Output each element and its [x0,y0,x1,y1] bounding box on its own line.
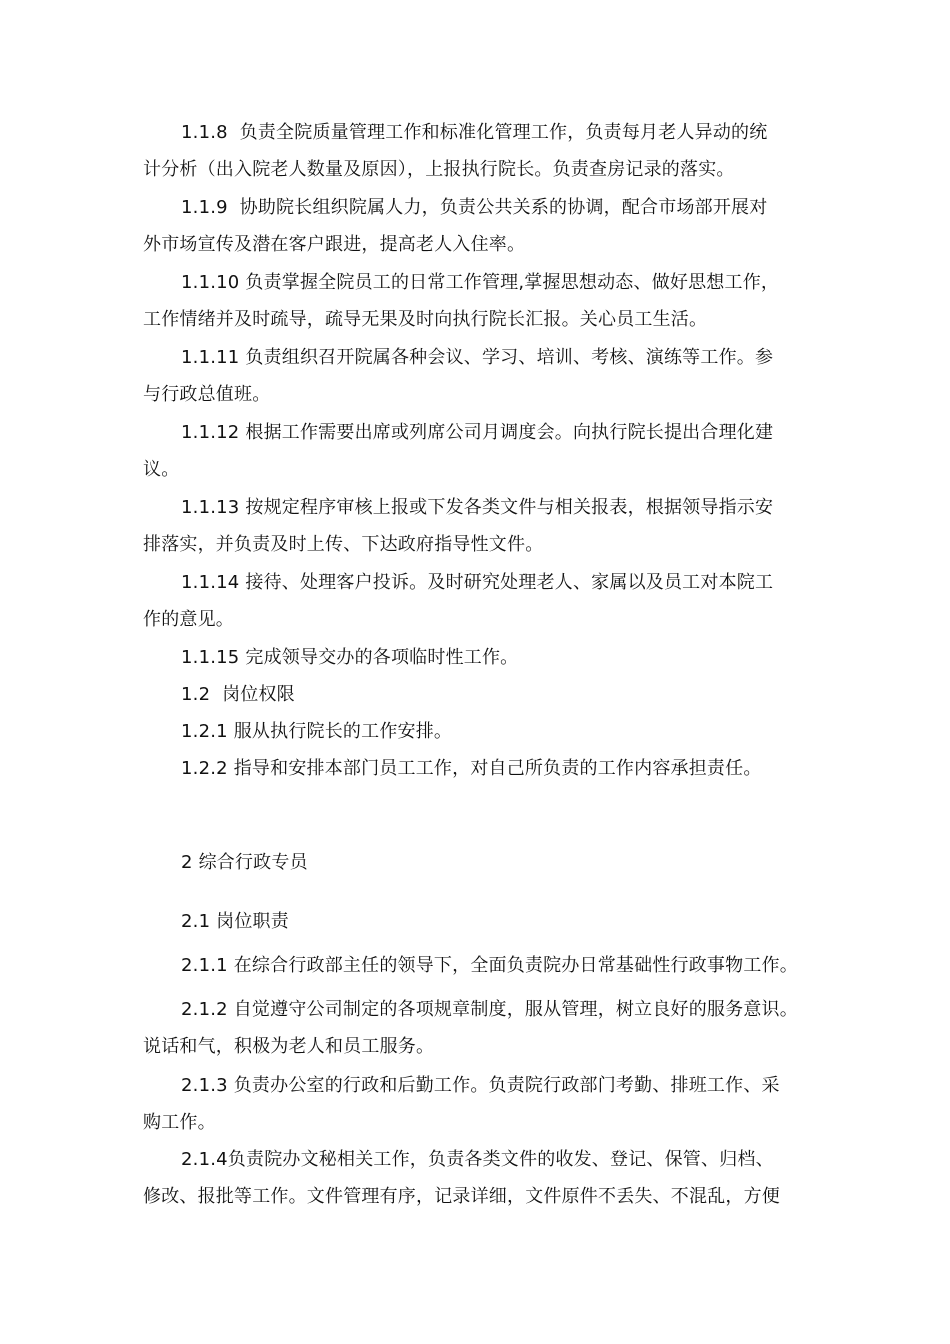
paragraph-2-1-3 [143,1067,823,1141]
paragraph-1-1-15 [143,639,823,676]
paragraph-line: 议。 [143,459,180,480]
paragraph-line: 1.1.8 负责全院质量管理工作和标准化管理工作，负责每月老人异动的统 [181,122,768,143]
paragraph-2-1-4 [143,1141,823,1215]
paragraph-1-1-12 [143,414,823,488]
paragraph-2-1-1 [143,947,823,984]
paragraph-1-1-13 [143,489,823,563]
paragraph-line: 排落实，并负责及时上传、下达政府指导性文件。 [143,534,544,555]
paragraph-line: 2.1.1 在综合行政部主任的领导下，全面负责院办日常基础性行政事物工作。 [181,955,798,976]
paragraph-line: 1.2.1 服从执行院长的工作安排。 [181,721,453,742]
section-heading-2 [143,844,823,881]
paragraph-line: 1.2 岗位权限 [181,684,295,705]
paragraph-1-2-2 [143,750,823,787]
section-heading-1-2 [143,676,823,713]
paragraph-line: 1.1.14 接待、处理客户投诉。及时研究处理老人、家属以及员工对本院工 [181,572,774,593]
paragraph-1-1-9 [143,189,823,263]
paragraph-line: 2.1.3 负责办公室的行政和后勤工作。负责院行政部门考勤、排班工作、采 [181,1075,780,1096]
paragraph-line: 2 综合行政专员 [181,852,308,873]
paragraph-line: 1.1.10 负责掌握全院员工的日常工作管理,掌握思想动态、做好思想工作， [181,272,780,293]
paragraph-line: 与行政总值班。 [143,384,271,405]
paragraph-1-1-10 [143,264,823,338]
section-heading-2-1 [143,903,823,940]
paragraph-line: 工作情绪并及时疏导，疏导无果及时向执行院长汇报。关心员工生活。 [143,309,708,330]
paragraph-line: 2.1 岗位职责 [181,911,289,932]
paragraph-2-1-2 [143,991,823,1065]
paragraph-line: 1.1.11 负责组织召开院属各种会议、学习、培训、考核、演练等工作。参 [181,347,774,368]
paragraph-1-1-11 [143,339,823,413]
paragraph-line: 1.1.13 按规定程序审核上报或下发各类文件与相关报表，根据领导指示安 [181,497,774,518]
paragraph-line: 2.1.2 自觉遵守公司制定的各项规章制度，服从管理，树立良好的服务意识。 [181,999,798,1020]
paragraph-line: 1.1.15 完成领导交办的各项临时性工作。 [181,647,519,668]
paragraph-line: 外市场宣传及潜在客户跟进，提高老人入住率。 [143,234,526,255]
paragraph-line: 1.2.2 指导和安排本部门员工工作，对自己所负责的工作内容承担责任。 [181,758,762,779]
paragraph-line: 2.1.4负责院办文秘相关工作，负责各类文件的收发、登记、保管、归档、 [181,1149,774,1170]
paragraph-line: 说话和气，积极为老人和员工服务。 [143,1036,435,1057]
paragraph-line: 计分析（出入院老人数量及原因），上报执行院长。负责查房记录的落实。 [143,159,735,180]
paragraph-line: 1.1.12 根据工作需要出席或列席公司月调度会。向执行院长提出合理化建 [181,422,774,443]
paragraph-1-2-1 [143,713,823,750]
paragraph-1-1-8 [143,114,823,188]
paragraph-line: 1.1.9 协助院长组织院属人力，负责公共关系的协调，配合市场部开展对 [181,197,768,218]
paragraph-1-1-14 [143,564,823,638]
paragraph-line: 购工作。 [143,1112,216,1133]
paragraph-line: 修改、报批等工作。文件管理有序，记录详细，文件原件不丢失、不混乱，方便 [143,1186,780,1207]
paragraph-line: 作的意见。 [143,609,234,630]
